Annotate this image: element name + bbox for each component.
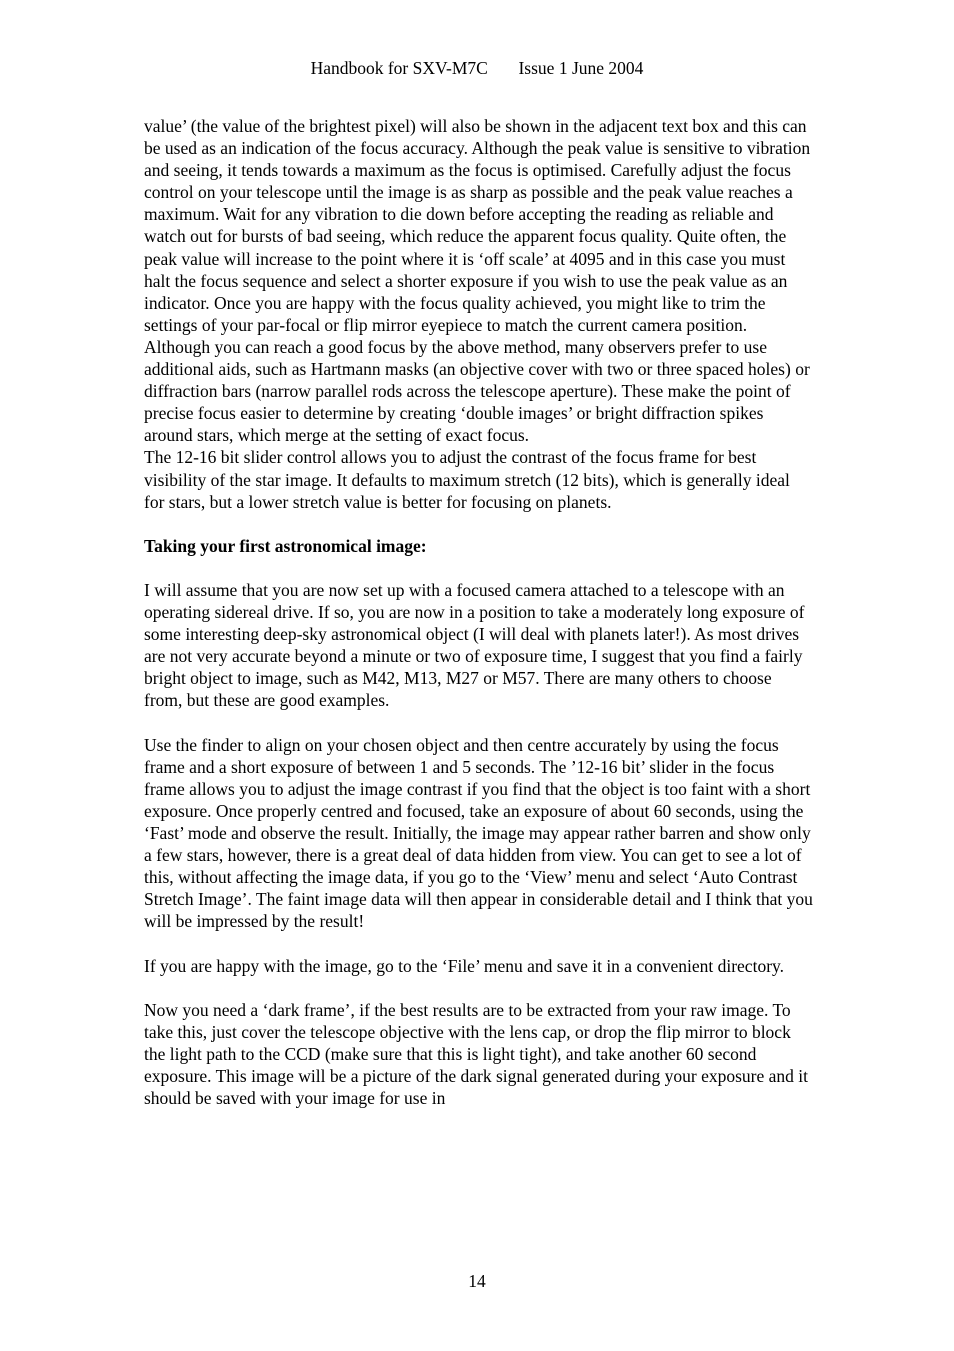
paragraph-save-image: If you are happy with the image, go to the ‘File’ menu and save it in a convenient directory.	[144, 955, 785, 976]
paragraph-dark-frame: Now you need a ‘dark frame’, if the best results are to be extracted from your raw image. To take this, just cover the telescope objective with the lens cap, or drop the flip mirror to block the light path to the CCD (make sure that this is light tight), and take another 60 second exposure. This image will be a picture of the dark signal generated during your exposure and it should be saved with your image for use in	[144, 999, 808, 1109]
section-heading: Taking your first astronomical image:	[144, 535, 427, 556]
paragraph-focus-aids: Although you can reach a good focus by the above method, many observers prefer to use additional aids, such as Hartmann masks (an objective cover with two or three spaced holes) or diffraction bars (narrow parallel rods across the telescope aperture). These make the point of precise focus easier to determine by creating ‘double images’ or bright diffraction spikes around stars, which merge at the setting of exact focus.	[144, 336, 810, 446]
page-number: 14	[468, 1271, 486, 1291]
document-title: Handbook for SXV-M7C	[310, 58, 488, 78]
document-issue: Issue 1 June 2004	[518, 58, 644, 78]
paragraph-setup-assumption: I will assume that you are now set up with a focused camera attached to a telescope with an operating sidereal drive. If so, you are now in a position to take a moderately long exposure of some interesting deep-sky astronomical object (I will deal with planets later!). As most drives are not very accurate beyond a minute or two of exposure time, I suggest that you find a fairly bright object to image, such as M42, M13, M27 or M57. There are many others to choose from, but these are good examples.	[144, 579, 805, 711]
page-body	[144, 115, 814, 1109]
paragraph-bit-slider: The 12-16 bit slider control allows you to adjust the contrast of the focus frame for best visibility of the star image. It defaults to maximum stretch (12 bits), which is generally ideal for stars, but a lower stretch value is better for focusing on planets.	[144, 447, 790, 512]
paragraph-focus-peak-value: value’ (the value of the brightest pixel) will also be shown in the adjacent text box and this can be used as an indication of the focus accuracy. Although the peak value is sensitive to vibration and seeing, it tends towards a maximum as the focus is optimised. Carefully adjust the focus control on your telescope until the image is as sharp as possible and the peak value reaches a maximum. Wait for any vibration to die down before accepting the reading as reliable and watch out for bursts of bad seeing, which reduce the apparent focus quality. Quite often, the peak value will increase to the point where it is ‘off scale’ at 4095 and in this case you must halt the focus sequence and select a shorter exposure if you wish to use the peak value as an indicator. Once you are happy with the focus quality achieved, you might like to trim the settings of your par-focal or flip mirror eyepiece to match the current camera position.	[144, 116, 811, 335]
page-header	[0, 57, 954, 79]
paragraph-align-and-expose: Use the finder to align on your chosen object and then centre accurately by using the focus frame and a short exposure of between 1 and 5 seconds. The ’12-16 bit’ slider in the focus frame allows you to adjust the image contrast if you find that the object is too faint with a short exposure. Once properly centred and focused, take an exposure of about 60 seconds, using the ‘Fast’ mode and observe the result. Initially, the image may appear rather barren and show only a few stars, however, there is a great deal of data hidden from view. You can get to see a lot of this, without affecting the image data, if you go to the ‘View’ menu and select ‘Auto Contrast Stretch Image’. The faint image data will then appear in considerable detail and I think that you will be impressed by the result!	[144, 734, 813, 932]
